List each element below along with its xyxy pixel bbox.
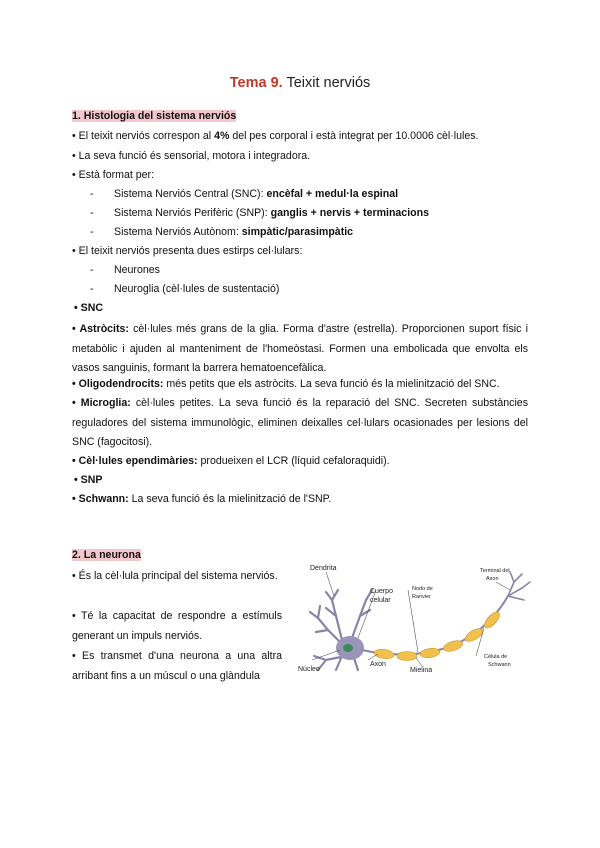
section1-heading-text: 1. Histologia del sistema nerviós (72, 110, 237, 122)
astrocits-paragraph (72, 320, 528, 379)
sub-snp-bold: ganglis + nervis + terminacions (270, 207, 429, 219)
sub-sna: - Sistema Nerviós Autònom: simpàtic/parasimpàtic (90, 226, 354, 238)
dendrites (310, 590, 372, 670)
microglia-label: • Microglia: (72, 397, 131, 409)
title-text: Teixit nerviós (286, 75, 371, 91)
microglia-paragraph (72, 394, 528, 453)
microglia-text: cèl·lules petites. La seva funció és la reparació del SNC. Secreten substàncies reguladores del sistema immunològic, eliminen deixalles cel·lulars ocasionades per lesions del SNC (fagocitosi). (72, 397, 529, 448)
snc-heading (74, 302, 103, 314)
label-axon: Axon (370, 661, 386, 668)
label-dendrita: Dendrita (310, 565, 337, 572)
label-terminal: Terminal del (480, 568, 510, 574)
oligo-paragraph (72, 378, 500, 390)
sub-snp: - Sistema Nerviós Perifèric (SNP): ganglis + nervis + terminacions (90, 207, 429, 219)
bullet-estirps: • El teixit nerviós presenta dues estirps cel·lulars: (72, 245, 303, 257)
label-mielina: Mielina (410, 667, 433, 672)
oligo-label: • Oligodendrocits: (72, 378, 164, 390)
schwann-label: • Schwann: (72, 493, 129, 505)
ependimaries-paragraph (72, 455, 390, 467)
label-cuerpo: Cuerpo (370, 588, 393, 595)
bullet-weight-bold: 4% (214, 130, 230, 142)
section2-heading (72, 549, 141, 561)
schwann-paragraph (72, 493, 331, 505)
label-terminal-axon: Axon (486, 576, 499, 582)
title-number: Tema 9. (229, 75, 283, 91)
sub-snc: - Sistema Nerviós Central (SNC): encèfal + medul·la espinal (90, 188, 399, 200)
snp-heading (74, 474, 102, 486)
snc-heading-text: • SNC (74, 302, 104, 314)
nucleus-shape (343, 644, 353, 652)
label-celular: celular (370, 597, 391, 604)
sub-snp-label: Sistema Nerviós Perifèric (SNP): (114, 207, 271, 219)
sub-neurones: - Neurones (90, 264, 160, 276)
sub-neuroglia-text: Neuroglia (cèl·lules de sustentació) (114, 283, 280, 295)
neurona-bullet-2: • Té la capacitat de respondre a estímuls generant un impuls nerviós. (72, 610, 282, 642)
neuron-diagram (296, 560, 532, 672)
label-ranvier: Ranvier (412, 594, 431, 600)
page-title (0, 75, 600, 91)
bullet-weight (72, 130, 479, 142)
neurona-bullet-1: • És la cèl·lula principal del sistema nerviós. (72, 570, 278, 582)
sub-sna-label: Sistema Nerviós Autònom: (114, 226, 242, 238)
label-celula: Célula de (484, 654, 508, 660)
bullet-format: • Està format per: (72, 169, 155, 181)
bullet-weight-end: del pes corporal i està integrat per 10.0006 cèl·lules. (229, 130, 479, 142)
oligo-text: més petits que els astròcits. La seva funció és la mielinització del SNC. (163, 378, 500, 390)
label-schwann: Schwann (488, 662, 511, 668)
sub-sna-bold: simpàtic/parasimpàtic (241, 226, 354, 238)
label-nodo: Nodo de (412, 586, 433, 592)
axon-terminals (508, 572, 530, 600)
sub-neuroglia: - Neuroglia (cèl·lules de sustentació) (90, 283, 280, 295)
neurona-bullet-3: • Es transmet d'una neurona a una altra arribant fins a un múscul o una glàndula (72, 650, 282, 682)
sub-neurones-text: Neurones (114, 264, 160, 276)
sub-snc-label: Sistema Nerviós Central (SNC): (114, 188, 267, 200)
sub-snc-bold: encèfal + medul·la espinal (266, 188, 399, 200)
label-nucleo: Núcleo (298, 666, 320, 672)
ependimaries-text: produeixen el LCR (líquid cefaloraquidi). (197, 455, 390, 467)
ependimaries-label: • Cèl·lules ependimàries: (72, 455, 198, 467)
section2-heading-text: 2. La neurona (72, 549, 141, 561)
bullet-weight-start: • El teixit nerviós correspon al (72, 130, 215, 142)
astrocits-label: • Astròcits: (72, 323, 129, 335)
snp-heading-text: • SNP (74, 474, 103, 486)
astrocits-text: cèl·lules més grans de la glia. Forma d'astre (estrella). Proporcionen suport físic i metabòlic i ajuden al manteniment de l'homeòstasi. Formen una embolicada que envolta els vasos sanguinis, formant la barrera hematoencefàlica. (72, 323, 528, 374)
bullet-function: • La seva funció és sensorial, motora i integradora. (72, 150, 311, 162)
schwann-text: La seva funció és la mielinització de l'SNP. (128, 493, 332, 505)
myelin-sheaths (373, 610, 502, 661)
section1-heading (72, 110, 236, 122)
